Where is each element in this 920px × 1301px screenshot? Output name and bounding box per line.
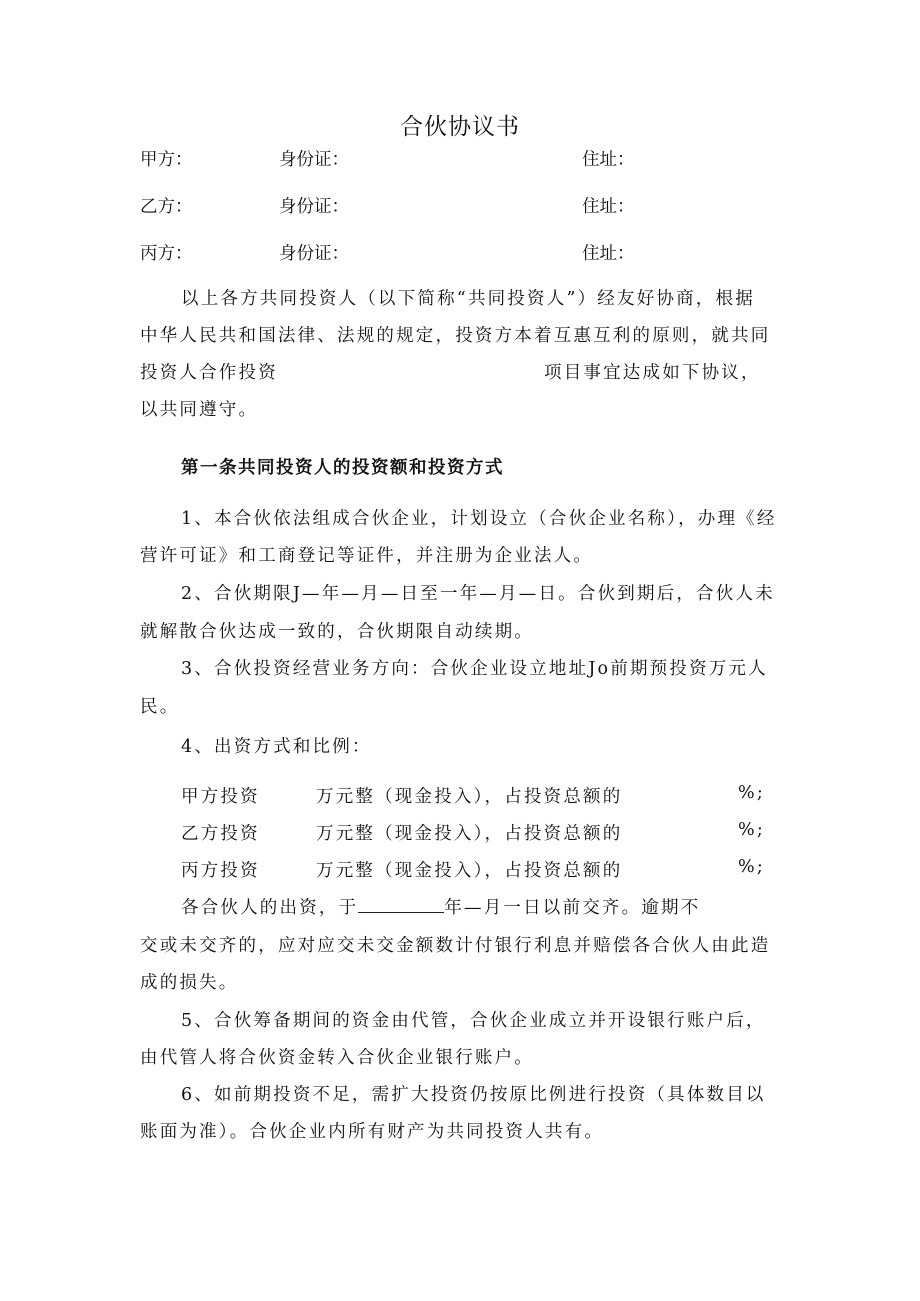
intro-line-4: 以共同遵守。 — [140, 400, 259, 420]
clause-6-line-2: 账面为准）。合伙企业内所有财产为共同投资人共有。 — [140, 1122, 605, 1142]
document-title: 合伙协议书 — [400, 114, 520, 140]
party-b-label: 乙方： — [140, 197, 193, 217]
clause-5-line-1: 5、合伙筹备期间的资金由代管，合伙企业成立并开设银行账户后， — [181, 1011, 766, 1031]
party-a-id-label: 身份证： — [279, 150, 349, 170]
clause-3-line-2: 民。 — [140, 697, 180, 717]
party-a-label: 甲方： — [140, 150, 193, 170]
clause-3-line-1: 3、合伙投资经营业务方向：合伙企业设立地址Jo前期预投资万元人 — [181, 659, 768, 679]
penalty-line-1: 交或未交齐的，应对应交未交金额数计付银行利息并赔偿各合伙人由此造 — [140, 936, 771, 956]
article-1-heading: 第一条共同投资人的投资额和投资方式 — [181, 458, 504, 478]
deadline-text-a: 各合伙人的出资，于 — [181, 898, 359, 918]
contribution-c-desc: 万元整（现金投入），占投资总额的 — [316, 861, 623, 881]
deadline-blank — [358, 898, 444, 913]
contribution-b-who: 乙方投资 — [181, 824, 260, 844]
party-b-address-label: 住址： — [582, 197, 635, 217]
intro-line-3b: 项目事宜达成如下协议， — [544, 363, 761, 383]
contribution-b-desc: 万元整（现金投入），占投资总额的 — [316, 824, 623, 844]
intro-line-1: 以上各方共同投资人（以下简称“共同投资人”）经友好协商，根据 — [181, 289, 755, 309]
penalty-line-2: 成的损失。 — [140, 973, 239, 993]
party-c-id-label: 身份证： — [279, 244, 349, 264]
contribution-a-pct: %; — [738, 783, 765, 803]
contribution-a-desc: 万元整（现金投入），占投资总额的 — [316, 787, 623, 807]
clause-5-line-2: 由代管人将合伙资金转入合伙企业银行账户。 — [140, 1048, 534, 1068]
clause-2-line-1: 2、合伙期限J—年—月—日至一年—月—日。合伙到期后，合伙人未 — [181, 584, 775, 604]
clause-2-line-2: 就解散合伙达成一致的，合伙期限自动续期。 — [140, 622, 534, 642]
contribution-c-who: 丙方投资 — [181, 861, 260, 881]
party-c-label: 丙方： — [140, 244, 193, 264]
clause-4-heading: 4、出资方式和比例： — [181, 737, 372, 757]
contribution-a-who: 甲方投资 — [181, 787, 260, 807]
intro-line-2: 中华人民共和国法律、法规的规定，投资方本着互惠互利的原则，就共同 — [140, 326, 771, 346]
contribution-b-pct: %; — [738, 820, 765, 840]
party-b-id-label: 身份证： — [279, 197, 349, 217]
deadline-text-b: 年—月一日以前交齐。逾期不 — [444, 898, 701, 918]
clause-1-line-2: 营许可证》和工商登记等证件，并注册为企业法人。 — [140, 546, 594, 566]
intro-line-3a: 投资人合作投资 — [140, 363, 278, 383]
party-a-address-label: 住址： — [582, 150, 635, 170]
deadline-line — [181, 894, 700, 919]
contribution-c-pct: %; — [738, 857, 765, 877]
clause-6-line-1: 6、如前期投资不足，需扩大投资仍按原比例进行投资（具体数目以 — [181, 1085, 766, 1105]
party-c-address-label: 住址： — [582, 244, 635, 264]
clause-1-line-1: 1、本合伙依法组成合伙企业，计划设立（合伙企业名称），办理《经 — [181, 509, 777, 529]
